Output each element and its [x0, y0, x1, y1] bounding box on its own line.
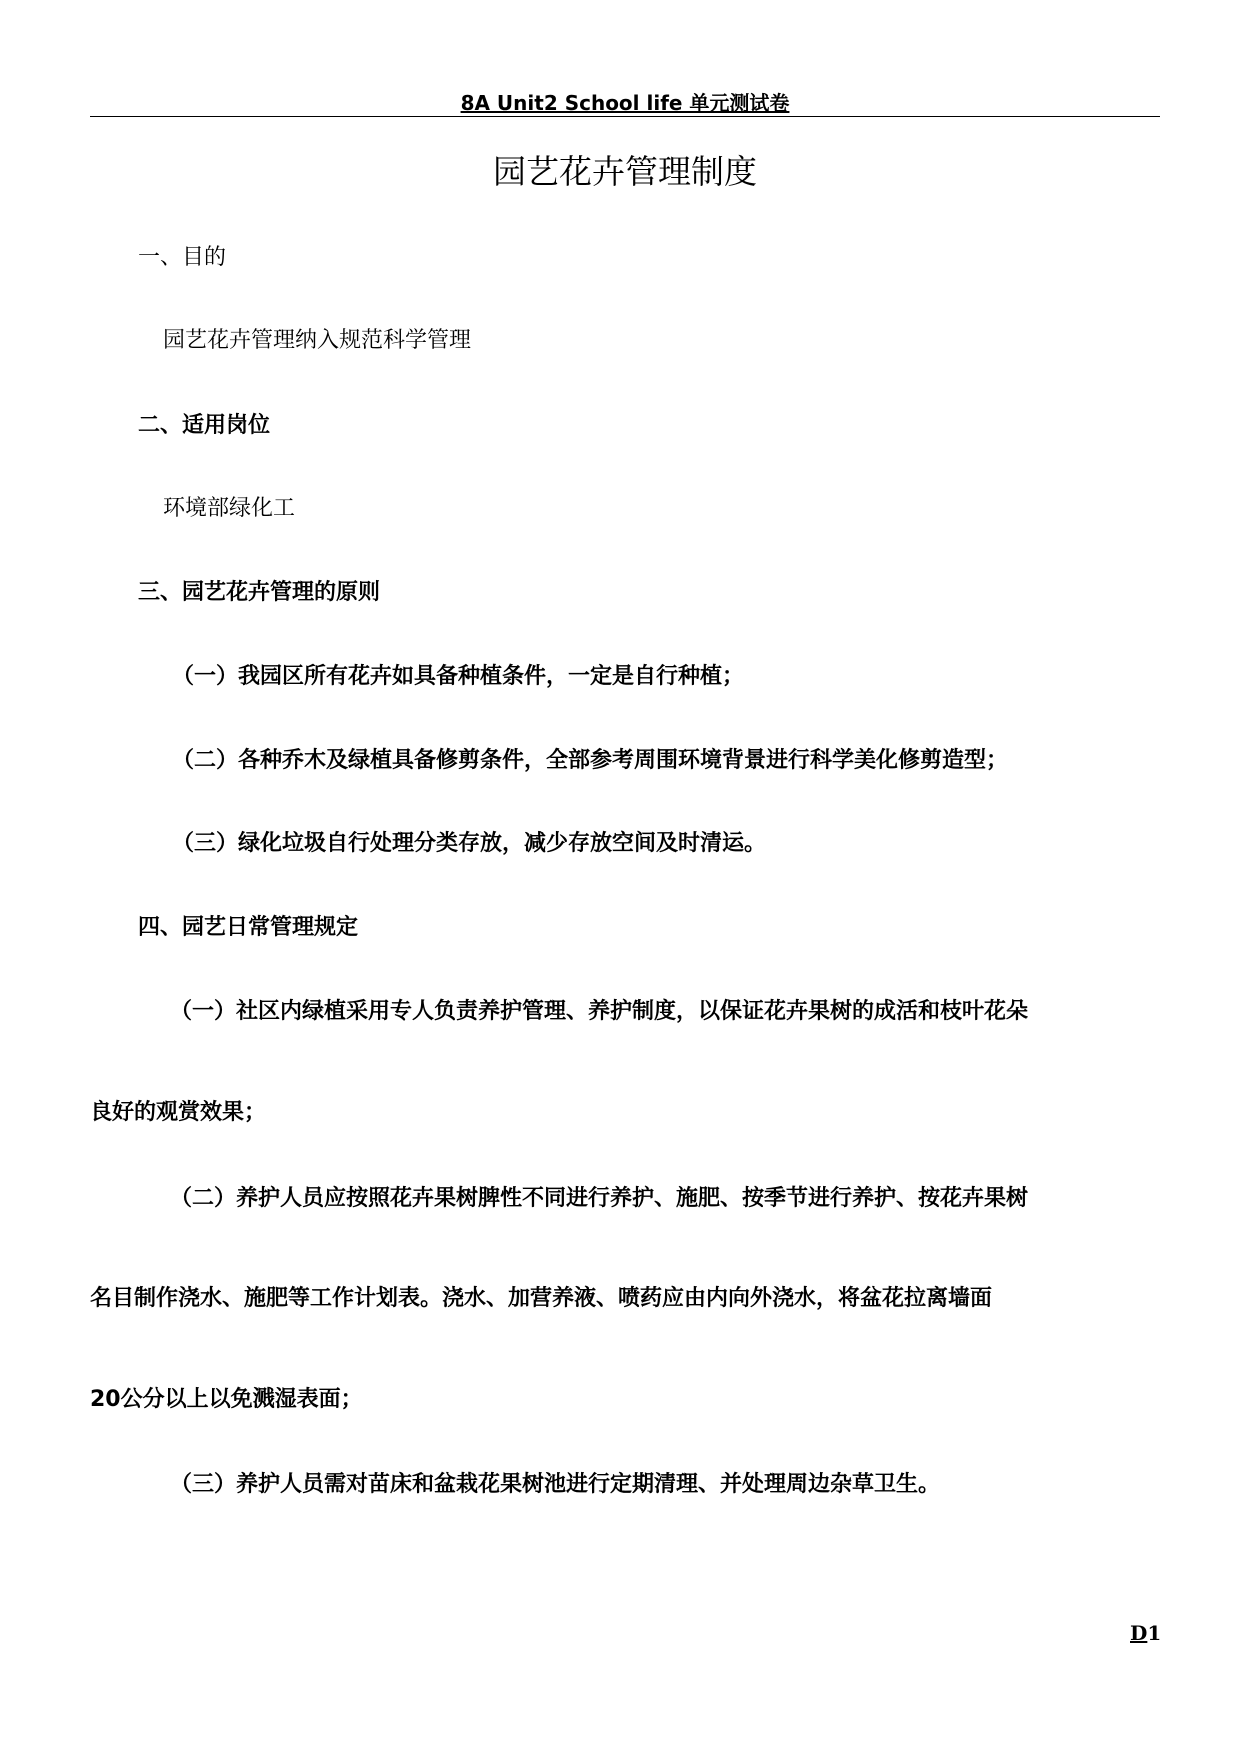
page-number-letter: D	[1130, 1621, 1148, 1645]
principle-item-1: （一）我园区所有花卉如具备种植条件，一定是自行种植；	[172, 664, 745, 689]
rule-3-line-1: （三）养护人员需对苗床和盆栽花果树池进行定期清理、并处理周边杂草卫生。	[170, 1472, 941, 1497]
section-heading-purpose: 一、目的	[138, 245, 227, 270]
rule-1-line-1: （一）社区内绿植采用专人负责养护管理、养护制度，以保证花卉果树的成活和枝叶花朵	[170, 999, 1029, 1024]
rule-2-line-2: 名目制作浇水、施肥等工作计划表。浇水、加营养液、喷药应由内向外浇水，将盆花拉离墙面	[90, 1286, 993, 1311]
section-body-positions: 环境部绿化工	[163, 496, 296, 521]
section-body-purpose: 园艺花卉管理纳入规范科学管理	[163, 328, 472, 353]
page-number	[1130, 1620, 1161, 1646]
page-header: 8A Unit2 School life 单元测试卷	[460, 91, 790, 115]
rule-1-line-2: 良好的观赏效果；	[90, 1100, 267, 1125]
rule-2-line-1: （二）养护人员应按照花卉果树脾性不同进行养护、施肥、按季节进行养护、按花卉果树	[170, 1186, 1029, 1211]
principle-item-2: （二）各种乔木及绿植具备修剪条件，全部参考周围环境背景进行科学美化修剪造型；	[172, 748, 1009, 773]
document-title: 园艺花卉管理制度	[493, 152, 757, 191]
principle-item-3: （三）绿化垃圾自行处理分类存放，减少存放空间及时清运。	[172, 831, 767, 856]
rule-2-line-3: 20公分以上以免溅湿表面；	[90, 1387, 363, 1412]
section-heading-daily-rules: 四、园艺日常管理规定	[138, 915, 359, 940]
page-number-digit: 1	[1147, 1621, 1162, 1645]
section-heading-principles: 三、园艺花卉管理的原则	[138, 580, 381, 605]
section-heading-positions: 二、适用岗位	[138, 413, 271, 438]
header-rule	[90, 116, 1160, 117]
